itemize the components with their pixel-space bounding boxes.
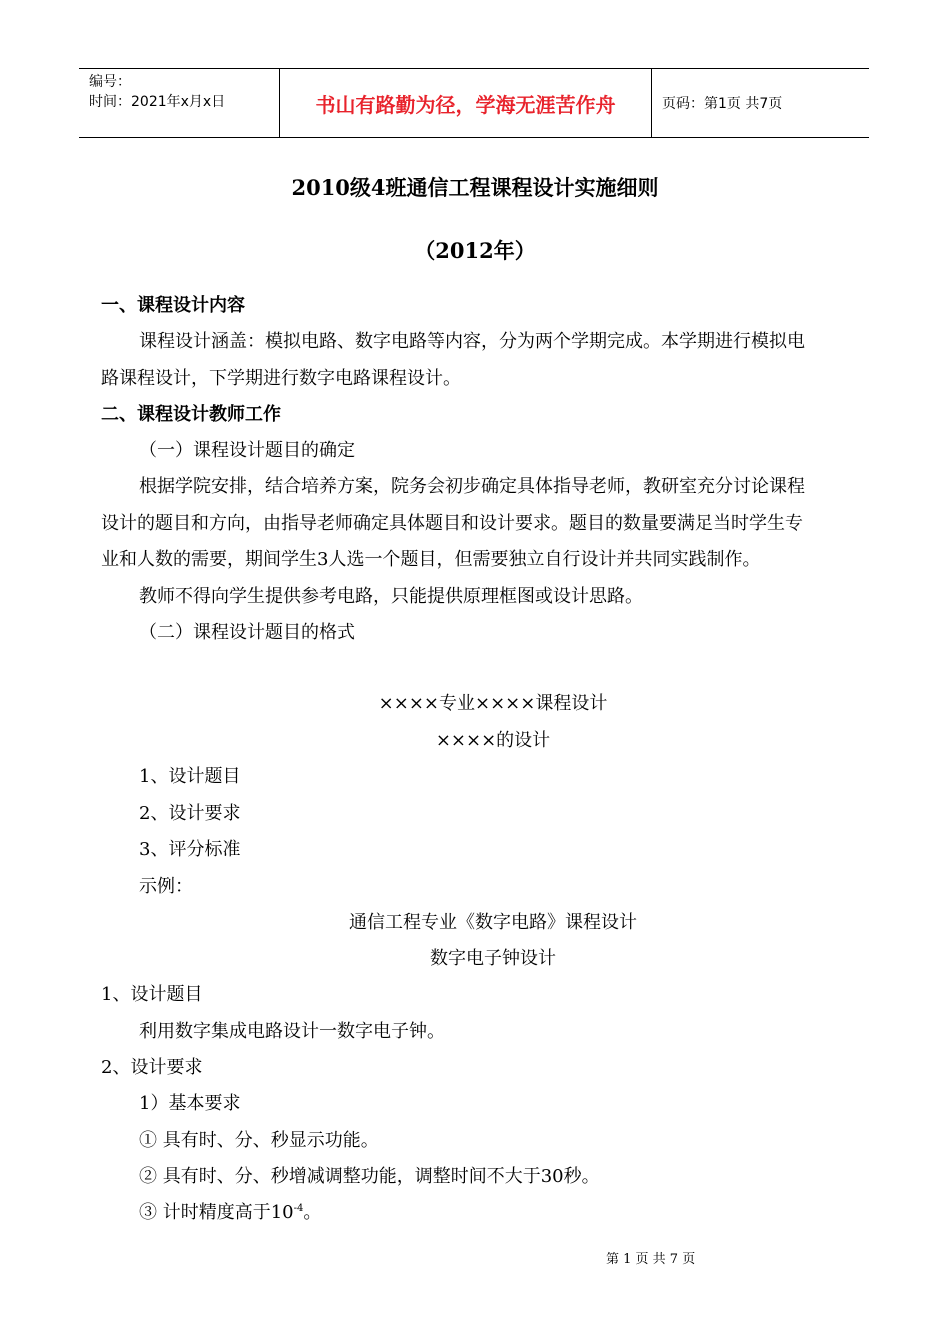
example-basic-requirements: 1）基本要求 bbox=[139, 1093, 241, 1114]
example-title-line-1: 通信工程专业《数字电路》课程设计 bbox=[349, 912, 637, 933]
example-item-1: 1、设计题目 bbox=[101, 984, 203, 1005]
format-item-1: 1、设计题目 bbox=[139, 766, 241, 787]
example-requirement-1: ① 具有时、分、秒显示功能。 bbox=[139, 1130, 379, 1151]
example-label: 示例： bbox=[139, 876, 193, 897]
format-title-line-2: ××××的设计 bbox=[435, 730, 551, 751]
document-subtitle: （2012年） bbox=[414, 238, 536, 263]
header-time: 时间：2021年x月x日 bbox=[89, 94, 226, 110]
section-2-paragraph-2: 教师不得向学生提供参考电路，只能提供原理框图或设计思路。 bbox=[139, 586, 643, 607]
section-2-paragraph-line-1: 根据学院安排，结合培养方案，院务会初步确定具体指导老师，教研室充分讨论课程 bbox=[139, 476, 805, 497]
example-requirement-3 bbox=[139, 1198, 321, 1224]
example-item-2: 2、设计要求 bbox=[101, 1057, 203, 1078]
example-item-1-text: 利用数字集成电路设计一数字电子钟。 bbox=[139, 1021, 445, 1042]
header-motto: 书山有路勤为径，学海无涯苦作舟 bbox=[280, 69, 652, 137]
example-requirement-3-end: 。 bbox=[303, 1202, 322, 1223]
section-2-paragraph-line-3: 业和人数的需要，期间学生3人选一个题目，但需要独立自行设计并共同实践制作。 bbox=[101, 549, 761, 570]
header-page-info: 页码：第1页 共7页 bbox=[662, 96, 783, 112]
example-requirement-2: ② 具有时、分、秒增减调整功能，调整时间不大于30秒。 bbox=[139, 1166, 600, 1187]
section-1-paragraph-line-2: 路课程设计，下学期进行数字电路课程设计。 bbox=[101, 368, 461, 389]
format-item-3: 3、评分标准 bbox=[139, 839, 241, 860]
header-number: 编号： bbox=[89, 74, 131, 90]
section-2-subheading-2: （二）课程设计题目的格式 bbox=[139, 622, 355, 643]
header-table bbox=[79, 68, 869, 138]
section-2-paragraph-line-2: 设计的题目和方向，由指导老师确定具体题目和设计要求。题目的数量要满足当时学生专 bbox=[101, 513, 803, 534]
header-meta-cell bbox=[79, 69, 280, 137]
section-2-heading: 二、课程设计教师工作 bbox=[101, 404, 281, 425]
section-1-paragraph-line-1: 课程设计涵盖：模拟电路、数字电路等内容，分为两个学期完成。本学期进行模拟电 bbox=[139, 331, 805, 352]
format-title-line-1: ××××专业××××课程设计 bbox=[378, 693, 608, 714]
example-requirement-3-exponent: -4 bbox=[293, 1203, 304, 1214]
footer-page-number: 第 1 页 共 7 页 bbox=[606, 1252, 696, 1267]
section-2-subheading-1: （一）课程设计题目的确定 bbox=[139, 440, 355, 461]
example-requirement-3-text: ③ 计时精度高于10 bbox=[139, 1202, 294, 1223]
example-title-line-2: 数字电子钟设计 bbox=[430, 948, 556, 969]
format-item-2: 2、设计要求 bbox=[139, 803, 241, 824]
document-title: 2010级4班通信工程课程设计实施细则 bbox=[291, 175, 659, 200]
section-1-heading: 一、课程设计内容 bbox=[101, 295, 245, 316]
